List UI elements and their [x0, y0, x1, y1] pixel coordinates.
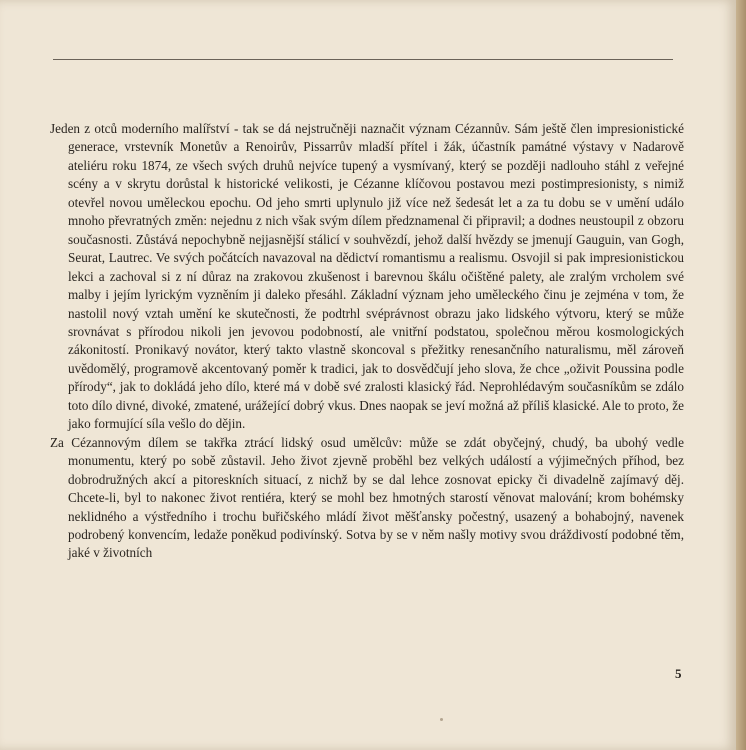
top-rule: [53, 59, 673, 60]
paragraph-2: Za Cézannovým dílem se takřka ztrácí lidský osud umělcův: může se zdát obyčejný, chudý, ba ubohý vedle monumentu, který po sobě zůstavil. Jeho život zjevně proběhl bez velkých událostí a výjimečných příhod, bez dobrodružných akcí a pitoreskních situací, z nichž by se dal lehce zosnovat epicky či divadelně zajímavý děj. Chcete-li, byl to nakonec život rentiéra, který se mohl bez hmotných starostí věnovat malování; krom bohémsky neklidného a výstředního i trochu buřičského mládí život měšťansky počestný, usazený a bohabojný, navenek podrobený konvencím, ledaže poněkud podivínský. Sotva by se v něm našly motivy svou dráždivostí podobné těm, jaké v životních: [50, 434, 684, 561]
page-edge: [736, 0, 746, 750]
paragraph-1: Jeden z otců moderního malířství - tak se dá nejstručněji naznačit význam Cézannův. Sám ještě člen impresionistické generace, vrstevník Monetův a Renoirův, Pissarrův mladší přítel i žák, účastník památné výstavy v Nadarově ateliéru roku 1874, ze všech svých druhů nejvíce tupený a vysmívaný, který se později nadlouho stáhl z veřejné scény a v skrytu dorůstal k historické velikosti, je Cézanne klíčovou postavou mezi postimpresionisty, s nimiž otevřel novou uměleckou epochu. Od jeho smrti uplynulo již více než šedesát let a za tu dobu se v umění událo mnoho převratných změn: nejednu z nich však svým dílem předznamenal či připravil; a dodnes neustoupil z obzoru současnosti. Zůstává nepochybně nejjasnější stálicí v souhvězdí, jehož další hvězdy se jmenují Gauguin, van Gogh, Seurat, Lautrec. Ve svých počátcích navazoval na dědictví romantismu a realismu. Osvojil si pak impresionistickou lekci a zachoval si z ní důraz na zrakovou zkušenost i barevnou škálu očištěné palety, ale zralým vrcholem své malby i jejím lyrickým vyzněním ji daleko přesáhl. Základní význam jeho uměleckého činu je zejména v tom, že nastolil nový vztah umění ke skutečnosti, že podtrhl svéprávnost obrazu jako lidského výtvoru, který se může srovnávat s přírodou nikoli jen jevovou podobností, ale vnitřní podstatou, společnou měrou kosmologických zákonitostí. Pronikavý novátor, který takto vlastně skoncoval s přežitky renesančního naturalismu, měl zároveň uvědomělý, programově akcentovaný poměr k tradici, jak to dosvědčují jeho slova, že chce „oživit Poussina podle přírody“, jak to dokládá jeho dílo, které má v době své zralosti klasický řád. Neprohlédavým současníkům se zdálo toto dílo divné, divoké, zmatené, urážející dobrý vkus. Dnes naopak se jeví možná až příliš klasické. Ale to proto, že jako formující síla vešlo do dějin.: [50, 121, 684, 432]
paper-spot: [440, 718, 443, 721]
body-text: [50, 120, 684, 563]
page-number: 5: [675, 666, 682, 681]
